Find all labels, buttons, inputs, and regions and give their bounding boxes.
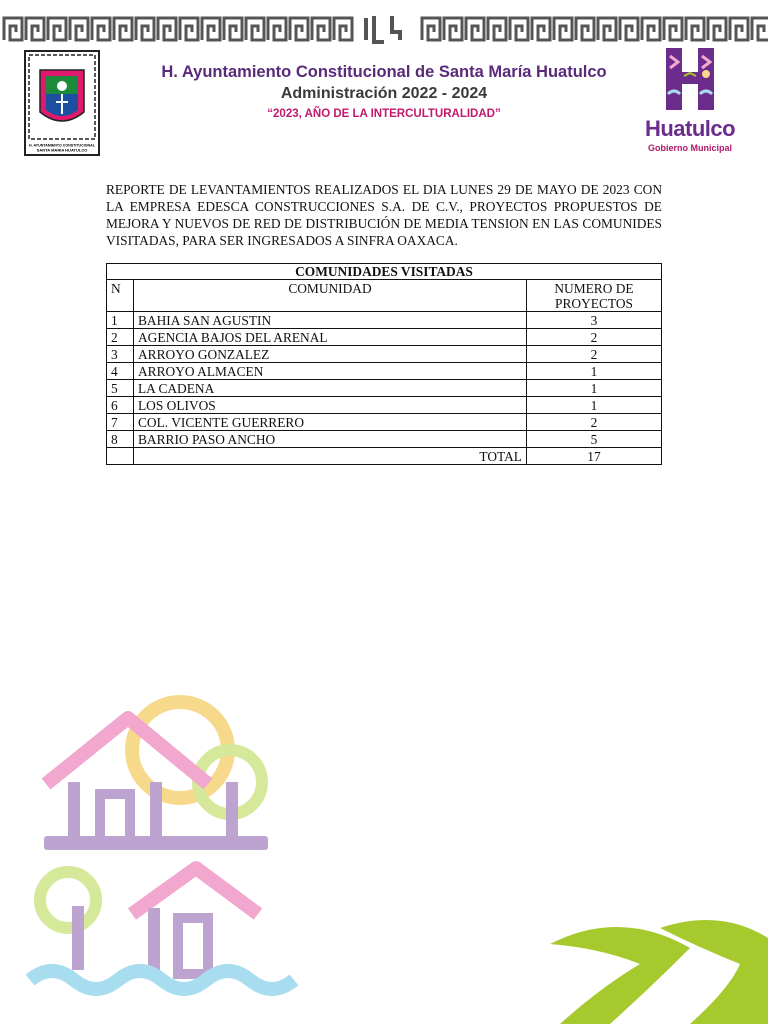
fret-segment [444, 18, 462, 40]
fret-segment [158, 18, 176, 40]
row-number: 8 [107, 431, 134, 448]
table-caption-row [107, 264, 662, 280]
header-community: COMUNIDAD [134, 280, 527, 312]
municipal-seal [24, 50, 100, 156]
total-label: TOTAL [134, 448, 527, 465]
fret-segment [312, 18, 330, 40]
fret-segment [202, 18, 220, 40]
row-number: 7 [107, 414, 134, 431]
table-row [107, 414, 662, 431]
row-projects: 3 [527, 312, 662, 329]
row-community: AGENCIA BAJOS DEL ARENAL [134, 329, 527, 346]
fret-segment [510, 18, 528, 40]
row-projects: 2 [527, 414, 662, 431]
fret-segment [642, 18, 660, 40]
fret-segment [334, 18, 352, 40]
table-row [107, 363, 662, 380]
fret-segment [268, 18, 286, 40]
row-number: 3 [107, 346, 134, 363]
header-projects: NUMERO DE PROYECTOS [527, 280, 662, 312]
fret-segment [752, 18, 768, 40]
fret-segment [4, 18, 22, 40]
fret-segment [576, 18, 594, 40]
row-community: BARRIO PASO ANCHO [134, 431, 527, 448]
fret-segment [620, 18, 638, 40]
municipality-title: H. Ayuntamiento Constitucional de Santa María Huatulco [161, 63, 607, 81]
row-projects: 2 [527, 329, 662, 346]
fret-segment [180, 18, 198, 40]
table-header-row [107, 280, 662, 312]
center-ornament [366, 16, 400, 42]
row-projects: 1 [527, 363, 662, 380]
seal-caption-line1: H. AYUNTAMIENTO CONSTITUCIONAL [29, 143, 95, 148]
row-community: LOS OLIVOS [134, 397, 527, 414]
fret-segment [488, 18, 506, 40]
fret-segment [466, 18, 484, 40]
h-emblem-icon [628, 44, 752, 116]
fret-segment [26, 18, 44, 40]
row-community: LA CADENA [134, 380, 527, 397]
table-caption: COMUNIDADES VISITADAS [107, 264, 662, 280]
row-community: ARROYO ALMACEN [134, 363, 527, 380]
report-paragraph: REPORTE DE LEVANTAMIENTOS REALIZADOS EL DIA LUNES 29 DE MAYO DE 2023 CON LA EMPRESA EDESCA CONSTRUCCIONES S.A. DE C.V., PROYECTOS PROPUESTOS DE MEJORA Y NUEVOS DE RED DE DISTRIBUCIÓN DE MEDIA TENSION EN LAS COMUNIDES VISITADAS, PARA SER INGRESADOS A SINFRA OAXACA. [106, 182, 662, 248]
total-empty-cell [107, 448, 134, 465]
row-number: 4 [107, 363, 134, 380]
fret-segment [70, 18, 88, 40]
fret-segment [290, 18, 308, 40]
fret-segment [48, 18, 66, 40]
fret-segment [730, 18, 748, 40]
administration-period: Administración 2022 - 2024 [280, 85, 488, 102]
fret-segment [422, 18, 440, 40]
fret-segment [532, 18, 550, 40]
row-number: 2 [107, 329, 134, 346]
row-number: 5 [107, 380, 134, 397]
fret-segment [598, 18, 616, 40]
row-community: BAHIA SAN AGUSTIN [134, 312, 527, 329]
brand-name: Huatulco [644, 116, 736, 141]
greek-fret-band [0, 10, 768, 48]
fret-segment [686, 18, 704, 40]
year-motto: “2023, AÑO DE LA INTERCULTURALIDAD” [267, 108, 501, 120]
header-n: N [107, 280, 134, 312]
table-row [107, 312, 662, 329]
leaf-decoration [540, 908, 768, 1024]
fret-segment [92, 18, 110, 40]
brand-subtitle: Gobierno Municipal [647, 143, 732, 153]
row-projects: 2 [527, 346, 662, 363]
table-row [107, 431, 662, 448]
seal-caption-line2: SANTA MARIA HUATULCO [36, 147, 88, 153]
table-row [107, 346, 662, 363]
table-row [107, 397, 662, 414]
fret-segment [224, 18, 242, 40]
letterhead [120, 62, 648, 121]
row-community: ARROYO GONZALEZ [134, 346, 527, 363]
row-projects: 1 [527, 397, 662, 414]
row-number: 1 [107, 312, 134, 329]
fret-segment [664, 18, 682, 40]
total-value: 17 [527, 448, 662, 465]
table-row [107, 380, 662, 397]
houses-illustration [0, 690, 300, 1024]
fret-segment [136, 18, 154, 40]
fret-segment [114, 18, 132, 40]
total-row [107, 448, 662, 465]
table-row [107, 329, 662, 346]
row-projects: 1 [527, 380, 662, 397]
fret-segment [246, 18, 264, 40]
row-projects: 5 [527, 431, 662, 448]
communities-table [106, 263, 662, 465]
fret-segment [708, 18, 726, 40]
huatulco-logo [628, 44, 752, 159]
fret-segment [554, 18, 572, 40]
row-number: 6 [107, 397, 134, 414]
row-community: COL. VICENTE GUERRERO [134, 414, 527, 431]
